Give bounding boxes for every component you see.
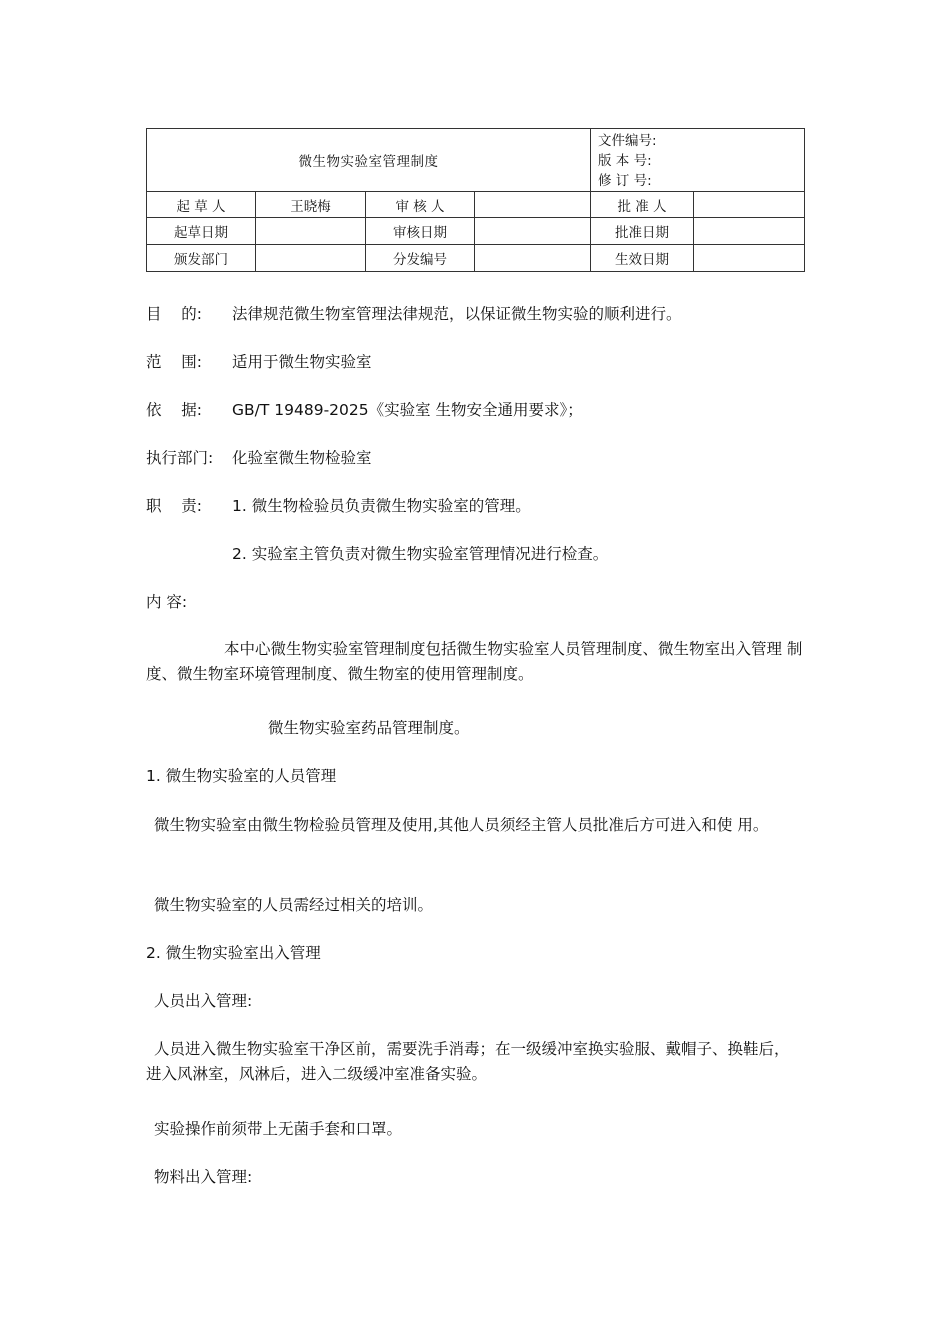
scope-line (146, 351, 372, 373)
header-cell: 王晓梅 (256, 192, 366, 218)
basis-label: 依 据: (146, 401, 202, 419)
header-row-drafter (147, 192, 805, 218)
header-cell: 批准日期 (591, 218, 694, 245)
duty-line (146, 495, 531, 517)
header-cell (694, 218, 805, 245)
doc-number-label: 文件编号: (598, 133, 657, 149)
header-cell: 审 核 人 (366, 192, 475, 218)
header-cell: 生效日期 (591, 245, 694, 272)
duty-item-1: 1. 微生物检验员负责微生物实验室的管理。 (232, 497, 531, 515)
header-cell (256, 245, 366, 272)
header-cell: 批 准 人 (591, 192, 694, 218)
section-2-people-paragraph-2: 实验操作前须带上无菌手套和口罩。 (154, 1120, 403, 1138)
header-row-distribution (147, 245, 805, 272)
content-label: 内 容: (146, 593, 188, 611)
department-line (146, 447, 372, 469)
content-drug-policy: 微生物实验室药品管理制度。 (268, 719, 470, 737)
header-cell (256, 218, 366, 245)
content-intro: 本中心微生物实验室管理制度包括微生物实验室人员管理制度、微生物室出入管理 制度、微生物室环境管理制度、微生物室的使用管理制度。 (146, 640, 803, 683)
header-cell: 起 草 人 (147, 192, 256, 218)
header-cell (475, 192, 591, 218)
section-1-paragraph-1: 微生物实验室由微生物检验员管理及使用,其他人员须经主管人员批准后方可进入和使 用。 (154, 816, 769, 834)
header-cell: 分发编号 (366, 245, 475, 272)
basis-line (146, 399, 583, 421)
header-cell: 颁发部门 (147, 245, 256, 272)
section-2-people-title: 人员出入管理: (154, 992, 253, 1010)
section-2-people-paragraph-1: 人员进入微生物实验室干净区前，需要洗手消毒；在一级缓冲室换实验服、戴帽子、换鞋后，进入风淋室，风淋后，进入二级缓冲室准备实验。 (146, 1040, 790, 1083)
document-title: 微生物实验室管理制度 (147, 129, 591, 192)
document-header-table (146, 128, 805, 272)
header-cell: 审核日期 (366, 218, 475, 245)
purpose-line (146, 303, 682, 325)
section-2-material-title: 物料出入管理: (154, 1168, 253, 1186)
header-cell (694, 192, 805, 218)
revision-label: 修 订 号: (598, 173, 652, 189)
duty-label: 职 责: (146, 497, 202, 515)
header-cell: 起草日期 (147, 218, 256, 245)
duty-item-2: 2. 实验室主管负责对微生物实验室管理情况进行检查。 (232, 545, 609, 563)
version-label: 版 本 号: (598, 153, 652, 169)
header-cell (475, 245, 591, 272)
document-meta (591, 129, 805, 192)
header-cell (694, 245, 805, 272)
purpose-text: 法律规范微生物室管理法律规范，以保证微生物实验的顺利进行。 (232, 305, 682, 323)
section-2-title: 2. 微生物实验室出入管理 (146, 944, 321, 962)
department-text: 化验室微生物检验室 (232, 449, 372, 467)
scope-label: 范 围: (146, 353, 202, 371)
section-1-title: 1. 微生物实验室的人员管理 (146, 767, 337, 785)
header-row-dates (147, 218, 805, 245)
basis-text: GB/T 19489-2025《实验室 生物安全通用要求》； (232, 401, 583, 419)
header-cell (475, 218, 591, 245)
scope-text: 适用于微生物实验室 (232, 353, 372, 371)
department-label: 执行部门: (146, 449, 214, 467)
purpose-label: 目 的: (146, 305, 202, 323)
section-1-paragraph-2: 微生物实验室的人员需经过相关的培训。 (154, 896, 434, 914)
